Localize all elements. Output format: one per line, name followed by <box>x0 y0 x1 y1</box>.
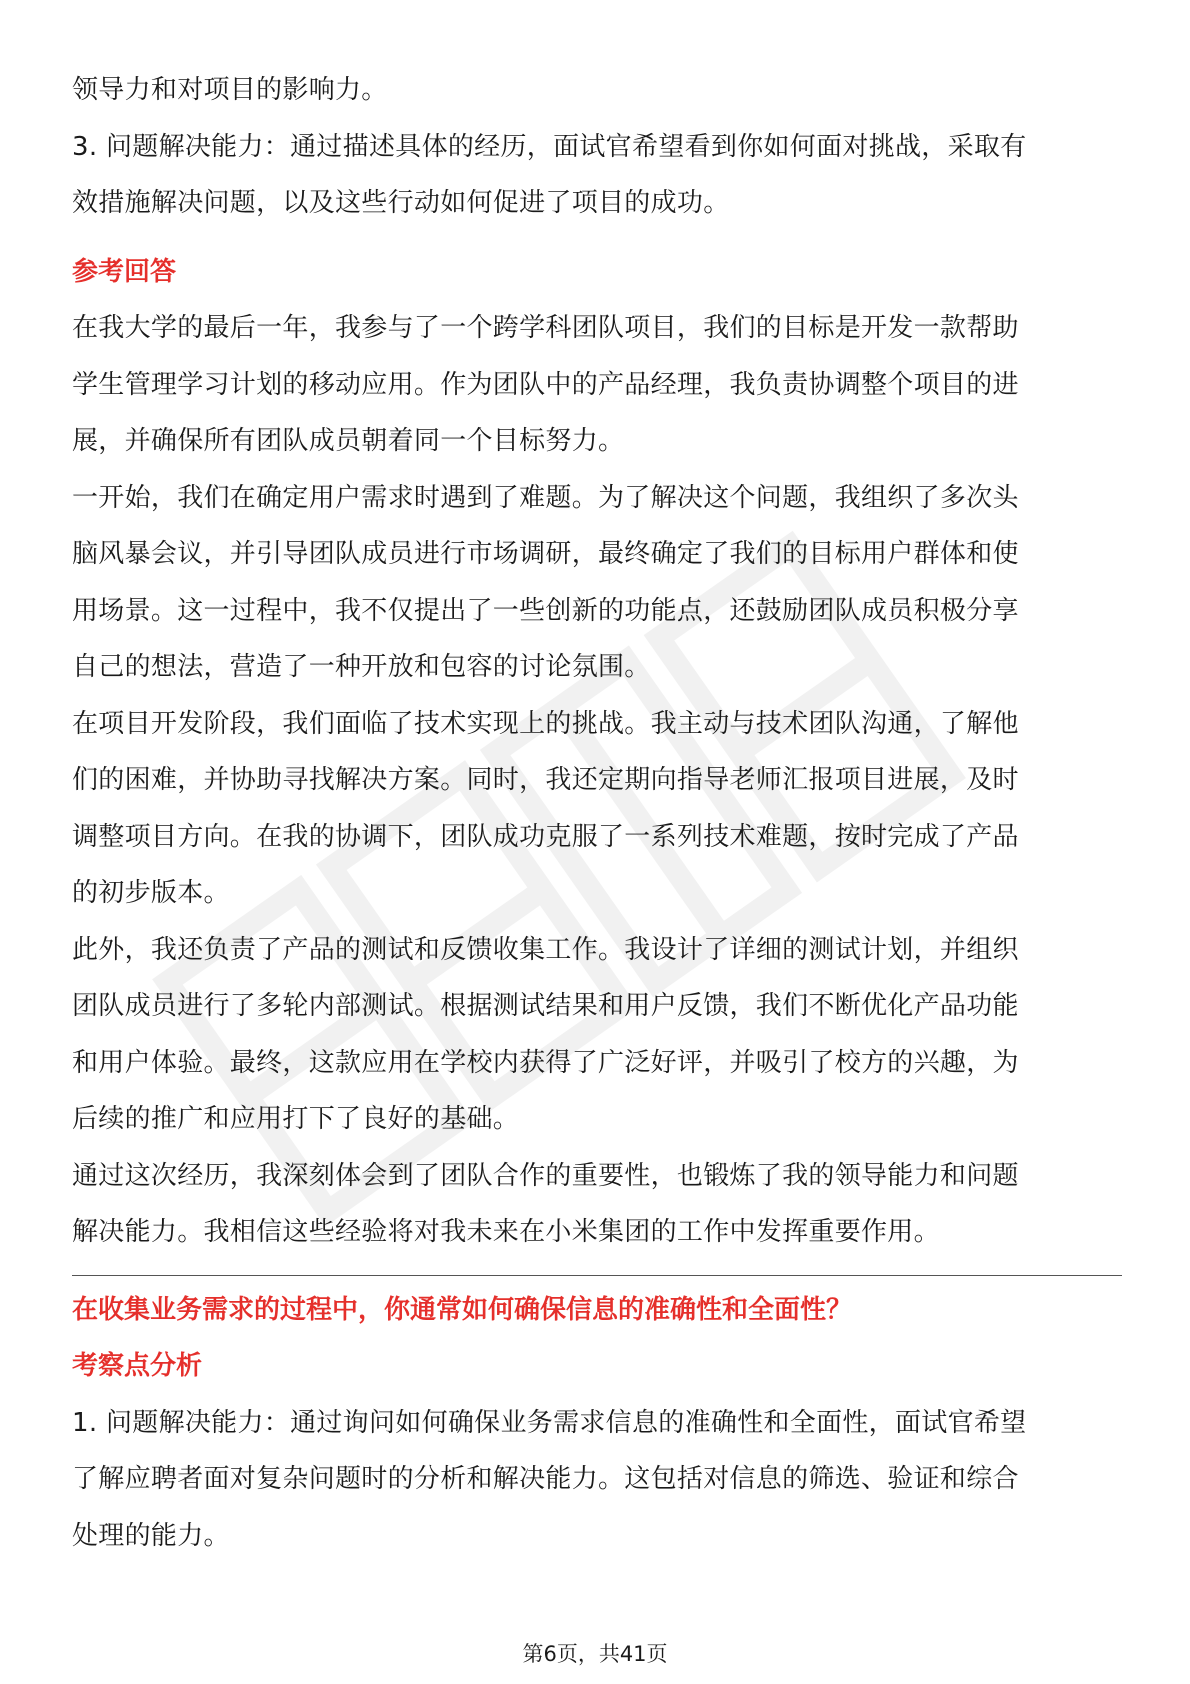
answer-paragraph <box>72 470 1122 696</box>
intro-line: 领导力和对项目的影响力。 <box>72 75 388 105</box>
text-line: 此外，我还负责了产品的测试和反馈收集工作。我设计了详细的测试计划，并组织 <box>72 934 1019 965</box>
text-line: 展，并确保所有团队成员朝着同一个目标努力。 <box>72 426 625 456</box>
intro-line: 3. 问题解决能力：通过描述具体的经历，面试官希望看到你如何面对挑战，采取有 <box>72 131 1027 162</box>
analysis-line: 1. 问题解决能力：通过询问如何确保业务需求信息的准确性和全面性，面试官希望 <box>72 1407 1027 1438</box>
page-number: 第6页，共41页 <box>522 1642 668 1666</box>
text-line: 团队成员进行了多轮内部测试。根据测试结果和用户反馈，我们不断优化产品功能 <box>72 991 1019 1021</box>
text-line: 调整项目方向。在我的协调下，团队成功克服了一系列技术难题，按时完成了产品 <box>72 821 1019 852</box>
analysis-line: 处理的能力。 <box>72 1520 230 1551</box>
text-line: 脑风暴会议，并引导团队成员进行市场调研，最终确定了我们的目标用户群体和使 <box>72 539 1019 569</box>
answer-paragraph <box>72 300 1122 470</box>
text-line: 的初步版本。 <box>72 878 230 908</box>
text-line: 学生管理学习计划的移动应用。作为团队中的产品经理，我负责协调整个项目的进 <box>72 369 1019 400</box>
answer-paragraph <box>72 696 1122 922</box>
text-line: 通过这次经历，我深刻体会到了团队合作的重要性，也锻炼了我的领导能力和问题 <box>72 1160 1019 1191</box>
text-line: 们的困难，并协助寻找解决方案。同时，我还定期向指导老师汇报项目进展，及时 <box>72 765 1019 795</box>
text-line: 在项目开发阶段，我们面临了技术实现上的挑战。我主动与技术团队沟通，了解他 <box>72 708 1019 739</box>
answer-paragraph <box>72 1148 1122 1261</box>
answer-paragraph <box>72 922 1122 1148</box>
analysis-heading: 考察点分析 <box>72 1351 203 1381</box>
text-line: 和用户体验。最终，这款应用在学校内获得了广泛好评，并吸引了校方的兴趣，为 <box>72 1047 1019 1078</box>
answer-heading: 参考回答 <box>72 256 177 287</box>
document-content <box>72 62 1122 1564</box>
section-divider <box>72 1275 1122 1276</box>
text-line: 一开始，我们在确定用户需求时遇到了难题。为了解决这个问题，我组织了多次头 <box>72 482 1019 513</box>
text-line: 在我大学的最后一年，我参与了一个跨学科团队项目，我们的目标是开发一款帮助 <box>72 313 1019 343</box>
text-line: 用场景。这一过程中，我不仅提出了一些创新的功能点，还鼓励团队成员积极分享 <box>72 595 1019 626</box>
question-heading: 在收集业务需求的过程中，你通常如何确保信息的准确性和全面性？ <box>72 1294 853 1325</box>
text-line: 后续的推广和应用打下了良好的基础。 <box>72 1104 520 1134</box>
intro-line: 效措施解决问题，以及这些行动如何促进了项目的成功。 <box>72 188 730 218</box>
analysis-line: 了解应聘者面对复杂问题时的分析和解决能力。这包括对信息的筛选、验证和综合 <box>72 1464 1019 1494</box>
text-line: 自己的想法，营造了一种开放和包容的讨论氛围。 <box>72 652 651 682</box>
text-line: 解决能力。我相信这些经验将对我未来在小米集团的工作中发挥重要作用。 <box>72 1217 940 1247</box>
